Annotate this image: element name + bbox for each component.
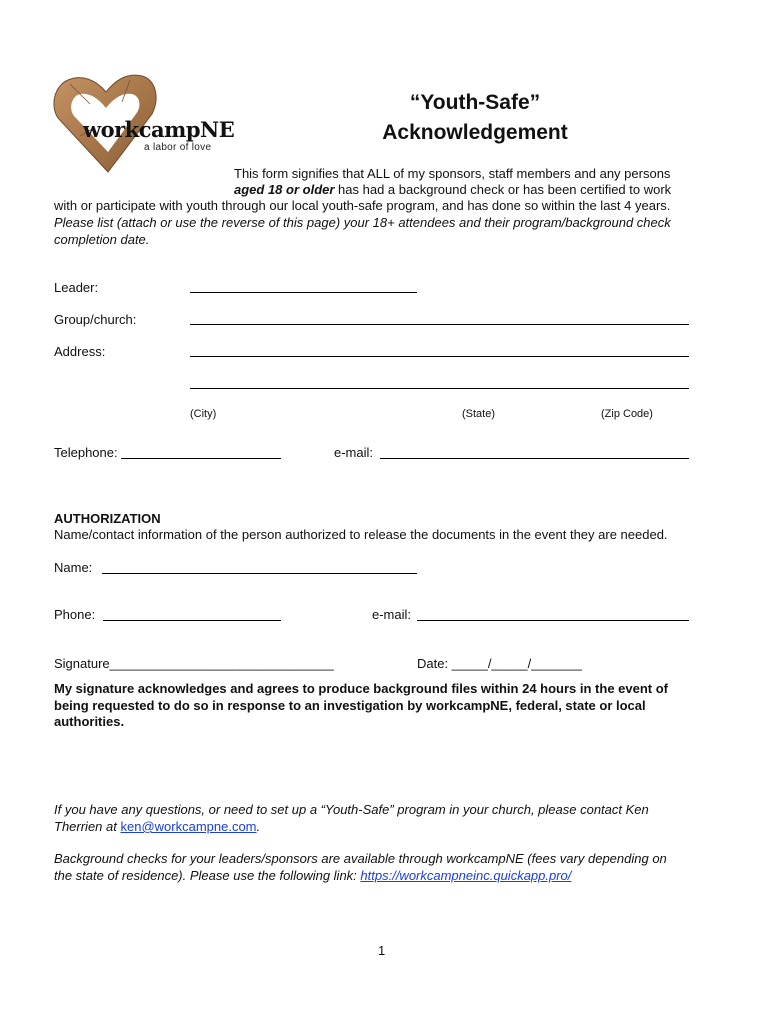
leader-label: Leader: bbox=[54, 280, 99, 295]
intro-line5: completion date. bbox=[54, 232, 150, 247]
intro-emphasis: aged 18 or older bbox=[234, 182, 335, 197]
brand-name: workcampNE bbox=[83, 117, 235, 142]
checks-line1: Background checks for your leaders/sponsors are available through workcampNE (fees vary depending on bbox=[54, 851, 667, 866]
address-field-line1[interactable] bbox=[190, 356, 689, 357]
auth-email-field[interactable] bbox=[417, 620, 689, 621]
checks-line2-prefix: the state of residence). Please use the following link: bbox=[54, 868, 361, 883]
zip-caption: (Zip Code) bbox=[601, 408, 653, 420]
signature-field[interactable]: Signature_______________________________ bbox=[54, 656, 334, 671]
background-check-link[interactable]: https://workcampneinc.quickapp.pro/ bbox=[360, 868, 572, 883]
intro-line1: This form signifies that ALL of my sponsors, staff members and any persons bbox=[234, 166, 671, 181]
telephone-label: Telephone: bbox=[54, 445, 118, 460]
authorization-heading: AUTHORIZATION bbox=[54, 511, 161, 526]
questions-line1: If you have any questions, or need to set up a “Youth-Safe” program in your church, please contact Ken bbox=[54, 802, 649, 817]
auth-email-label: e-mail: bbox=[372, 607, 412, 622]
questions-line2-suffix: . bbox=[256, 819, 261, 834]
checks-line2 bbox=[54, 867, 571, 884]
leader-field[interactable] bbox=[190, 292, 417, 293]
questions-line2-prefix: Therrien at bbox=[54, 819, 121, 834]
workcampne-logo bbox=[50, 70, 235, 180]
address-field-line2[interactable] bbox=[190, 388, 689, 389]
intro-line2 bbox=[234, 181, 671, 198]
page-title-line2: Acknowledgement bbox=[382, 121, 568, 144]
telephone-field[interactable] bbox=[121, 458, 281, 459]
auth-phone-field[interactable] bbox=[103, 620, 281, 621]
auth-phone-label: Phone: bbox=[54, 607, 96, 622]
statement-line1: My signature acknowledges and agrees to produce background files within 24 hours in the event of bbox=[54, 681, 669, 696]
auth-name-label: Name: bbox=[54, 560, 93, 575]
state-caption: (State) bbox=[462, 408, 496, 420]
statement-line3: authorities. bbox=[54, 714, 125, 729]
statement-line2: being requested to do so in response to an investigation by workcampNE, federal, state or local bbox=[54, 698, 646, 713]
page-title-line1: “Youth-Safe” bbox=[409, 91, 541, 114]
address-label: Address: bbox=[54, 344, 106, 359]
brand-tagline: a labor of love bbox=[144, 142, 212, 153]
date-field[interactable]: Date: _____/_____/_______ bbox=[417, 656, 582, 671]
intro-line4: Please list (attach or use the reverse of this page) your 18+ attendees and their program/background check bbox=[54, 215, 671, 230]
questions-line2 bbox=[54, 818, 260, 835]
contact-email-link[interactable]: ken@workcampne.com bbox=[120, 819, 257, 834]
city-caption: (City) bbox=[190, 408, 217, 420]
authorization-description: Name/contact information of the person authorized to release the documents in the event they are needed. bbox=[54, 527, 668, 542]
auth-name-field[interactable] bbox=[102, 573, 417, 574]
email-field[interactable] bbox=[380, 458, 689, 459]
group-field[interactable] bbox=[190, 324, 689, 325]
intro-line2-rest: has had a background check or has been certified to work bbox=[334, 182, 672, 197]
intro-line3: with or participate with youth through our local youth-safe program, and has done so within the last 4 years. bbox=[54, 198, 671, 213]
email-label: e-mail: bbox=[334, 445, 374, 460]
group-label: Group/church: bbox=[54, 312, 137, 327]
page-number: 1 bbox=[378, 943, 386, 958]
